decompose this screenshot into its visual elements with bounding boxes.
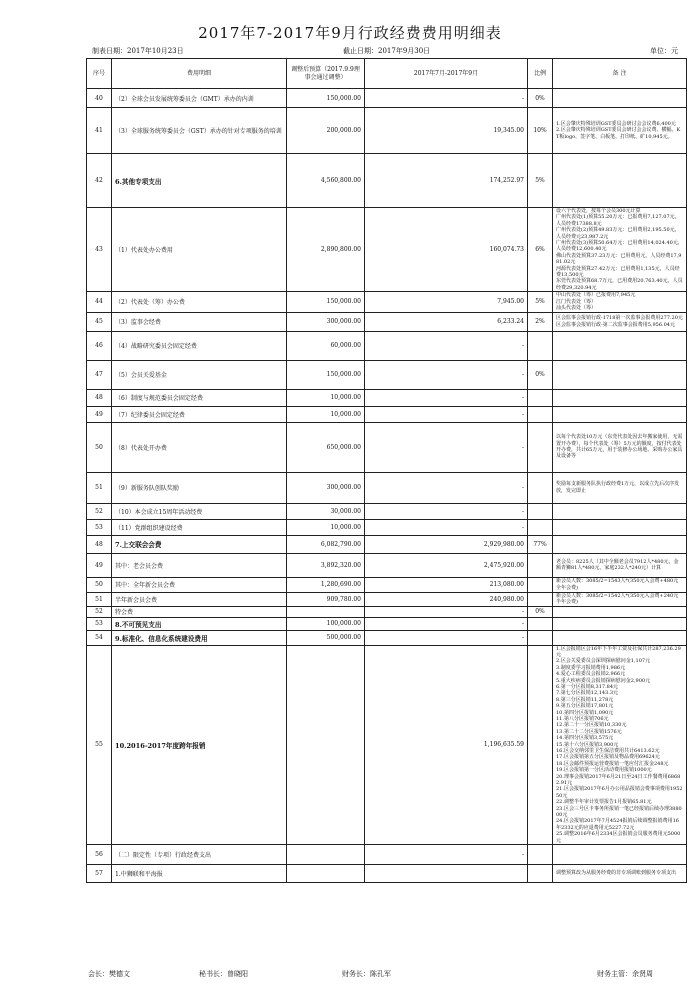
row-note	[553, 592, 687, 606]
row-actual: -	[365, 606, 528, 617]
row-seq: 53	[87, 617, 112, 630]
footer-finance-officer: 财务主管：余贤周	[597, 970, 653, 978]
row-actual: -	[365, 389, 528, 406]
note-line: 3.制度委学习报销费用1,986元	[556, 664, 626, 671]
row-ratio	[528, 331, 553, 360]
row-note	[553, 108, 687, 154]
note-line: 11.第八分区报销706元	[556, 715, 609, 722]
row-item: （11）党群组织建设经费	[112, 519, 287, 535]
note-line: 区会监事会报销行政-1718第一次监事会报费用277.20元	[556, 315, 683, 322]
row-actual: -	[365, 617, 528, 630]
header-item: 费用明细	[112, 59, 287, 89]
row-ratio	[528, 645, 553, 845]
note-line: 1.区会肇庆特殊培训GST委员会研讨会会议费6,400元	[556, 120, 676, 127]
footer-secretary: 秘书长：曾晓阳	[199, 970, 248, 978]
row-item: （3）全球服务统筹委员会（GST）承办的针对专项服务的培训	[112, 108, 287, 154]
row-item: （5）会员关爱基金	[112, 360, 287, 389]
row-actual: 6,233.24	[365, 312, 528, 331]
row-seq: 47	[87, 360, 112, 389]
row-item: 10.2016-2017年度跨年报销	[112, 645, 287, 845]
row-actual: -	[365, 422, 528, 472]
row-item: （6）制度与规范委员会固定经费	[112, 389, 287, 406]
header-budget: 调整后预算（2017.9.9理事会通过调整）	[287, 59, 365, 89]
row-seq: 43	[87, 208, 112, 292]
row-ratio	[528, 630, 553, 645]
row-budget: 30,000.00	[287, 503, 365, 519]
note-line: 23.区会三号区卡事务所报销一笔已经报销后续办理388000元	[556, 805, 682, 819]
row-ratio	[528, 845, 553, 865]
row-ratio	[528, 422, 553, 472]
row-ratio: 0%	[528, 606, 553, 617]
unit-label: 单位：元	[650, 47, 678, 55]
row-actual: -	[365, 845, 528, 865]
header-actual: 2017年7月-2017年9月	[365, 59, 528, 89]
row-item: （9）新服务队创队奖励	[112, 472, 287, 503]
row-ratio: 6%	[528, 208, 553, 292]
row-ratio	[528, 617, 553, 630]
row-seq: 55	[87, 645, 112, 845]
row-actual: 1,196,635.59	[365, 645, 528, 845]
row-note	[553, 503, 687, 519]
row-ratio	[528, 503, 553, 519]
row-actual: -	[365, 503, 528, 519]
table-row	[87, 535, 687, 553]
row-item: （二）限定性（专项）行政经费支出	[112, 845, 287, 865]
row-seq: 45	[87, 312, 112, 331]
row-actual: 7,945.00	[365, 292, 528, 312]
row-seq: 48	[87, 535, 112, 553]
note-line: 19.区会报销第一分区活动费用报销1000元	[556, 767, 652, 774]
row-actual: 2,475,920.00	[365, 553, 528, 577]
row-budget: 10,000.00	[287, 406, 365, 422]
row-note	[553, 292, 687, 312]
note-line: 6.第一分区报销8,317.84元	[556, 683, 619, 690]
row-actual: -	[365, 331, 528, 360]
row-note	[553, 331, 687, 360]
expense-table	[86, 58, 687, 883]
table-row	[87, 865, 687, 883]
note-line: 7.第七分区报销12,143.3元	[556, 690, 619, 697]
row-ratio	[528, 519, 553, 535]
table-row	[87, 89, 687, 108]
note-line: 河源代表处预算27.42万元：已用费用1,135元，人员经费13,500元	[556, 265, 680, 279]
row-budget: 1,280,690.00	[287, 577, 365, 592]
row-item: （4）战略研究委员会固定经费	[112, 331, 287, 360]
row-budget: 650,000.00	[287, 422, 365, 472]
table-row	[87, 645, 687, 845]
row-seq: 44	[87, 292, 112, 312]
table-row	[87, 154, 687, 208]
row-ratio	[528, 865, 553, 883]
note-line: 广州代表处(1)预算55.20万元：已报费用7,127.07元，人员经费17388.8元	[556, 214, 680, 227]
note-line: 24.区会报销2017年7月4524报销后续调整报销费用16年2332元的应退费用元5227.72元	[556, 818, 679, 831]
note-line: 25.调整2016年6月2334区会报销会员服务费用元5000元	[556, 831, 681, 844]
row-note	[553, 606, 687, 617]
row-ratio	[528, 592, 553, 606]
row-ratio: 5%	[528, 292, 553, 312]
row-actual: 2,929,980.00	[365, 535, 528, 553]
row-note	[553, 154, 687, 208]
row-actual: 160,074.73	[365, 208, 528, 292]
row-note	[553, 845, 687, 865]
row-budget: 10,000.00	[287, 389, 365, 406]
row-note	[553, 535, 687, 553]
table-row	[87, 108, 687, 154]
row-ratio	[528, 406, 553, 422]
table-row	[87, 503, 687, 519]
row-item: 9.标准化、信息化系统建设费用	[112, 630, 287, 645]
note-line: 广州代表处(3)预算50.64万元：已用费用14,024.40元，人员经费12,600.40元	[556, 240, 683, 253]
row-note	[553, 208, 687, 292]
table-row	[87, 606, 687, 617]
row-ratio	[528, 472, 553, 503]
row-seq: 46	[87, 331, 112, 360]
note-line: 江门代表处（筹）	[556, 298, 597, 305]
table-row	[87, 312, 687, 331]
note-line: 10.第四分区报销1,090元	[556, 709, 614, 716]
row-budget: 10,000.00	[287, 519, 365, 535]
row-budget	[287, 645, 365, 845]
table-row	[87, 845, 687, 865]
note-line: 奖励每支新服务队执行政经费1万元，以成立先后次序发放，发完即止	[556, 481, 680, 494]
row-seq: 53	[87, 519, 112, 535]
table-row	[87, 592, 687, 606]
note-line: 5.重大疾病委员会报销探病慰问金2,900元	[556, 677, 651, 684]
row-note	[553, 389, 687, 406]
row-note	[553, 577, 687, 592]
header-row	[87, 59, 687, 89]
row-actual: -	[365, 472, 528, 503]
row-item: （1）代表处办公费用	[112, 208, 287, 292]
note-line: 17.区会报销第五分区报销及物品费用69624元	[556, 754, 660, 761]
row-item: 1.中狮联和平海报	[112, 865, 287, 883]
row-seq: 50	[87, 422, 112, 472]
row-item: 8.不可预见支出	[112, 617, 287, 630]
row-item: 6.其他专项支出	[112, 154, 287, 208]
note-line: 调整预算改为从服务经费的非专项调账到服务专项支出	[556, 870, 677, 877]
row-seq: 49	[87, 406, 112, 422]
table-row	[87, 472, 687, 503]
row-item: 半年新会员会费	[112, 592, 287, 606]
row-ratio	[528, 577, 553, 592]
table-row	[87, 208, 687, 292]
table-row	[87, 331, 687, 360]
note-line: 中山代表处（筹）已报费用7,945元	[556, 292, 636, 299]
row-note	[553, 422, 687, 472]
row-budget: 3,892,320.00	[287, 553, 365, 577]
note-line: 1.区会报销区会16年下半年工资及社保共计287,236.29元	[556, 645, 681, 658]
row-seq: 42	[87, 154, 112, 208]
row-note	[553, 472, 687, 503]
table-row	[87, 292, 687, 312]
note-line: 汕头代表处（筹）	[556, 305, 597, 312]
row-note	[553, 360, 687, 389]
note-line: 2.区会关爱委员会深圳探病慰问金1,107元	[556, 658, 651, 665]
row-ratio: 2%	[528, 312, 553, 331]
row-ratio: 77%	[528, 535, 553, 553]
note-line: 15.第十六分区报销3,900元	[556, 741, 619, 748]
row-budget: 200,000.00	[287, 108, 365, 154]
row-seq: 51	[87, 472, 112, 503]
row-actual	[365, 865, 528, 883]
row-ratio	[528, 389, 553, 406]
row-note	[553, 617, 687, 630]
note-line: 21.区会报销2017年6月办公用品报销会费事项费用195250元	[556, 786, 683, 799]
table-row	[87, 406, 687, 422]
note-line: 13.第二十二分区报销1576元	[556, 728, 622, 735]
note-line: 广州代表处(2)预算49.83万元：已用费用2,195.50元，人员经费元23,987.2元	[556, 227, 680, 240]
row-item: （8）代表处开办费	[112, 422, 287, 472]
row-note	[553, 519, 687, 535]
row-note	[553, 645, 687, 845]
row-ratio: 10%	[528, 108, 553, 154]
row-budget: 6,082,790.00	[287, 535, 365, 553]
note-line: 14.第四分区报销3,575元	[556, 735, 614, 742]
row-item: （2）全球会员发展统筹委员会（GMT）承办的内训	[112, 89, 287, 108]
table-row	[87, 360, 687, 389]
note-line: 新会员人数：3085/2=1542人*(350元入会费+240元半年会费)	[556, 592, 679, 605]
row-budget: 2,890,800.00	[287, 208, 365, 292]
row-budget: 60,000.00	[287, 331, 365, 360]
row-seq: 56	[87, 845, 112, 865]
row-seq: 50	[87, 577, 112, 592]
note-line: 4.爱心工程委员会报销2,966元	[556, 671, 626, 678]
note-line: 12.第二十一分区报销10,330元	[556, 722, 627, 729]
row-item: 7.上交联会会费	[112, 535, 287, 553]
note-line: 22.调整半年审计发票报告1月报销65.81元	[556, 799, 652, 806]
row-ratio: 0%	[528, 89, 553, 108]
row-actual: -	[365, 360, 528, 389]
row-ratio: 5%	[528, 154, 553, 208]
row-item: （7）纪律委员会固定经费	[112, 406, 287, 422]
row-actual: -	[365, 406, 528, 422]
table-row	[87, 422, 687, 472]
footer-finance-head: 财务长：陈孔军	[342, 970, 391, 978]
row-note	[553, 312, 687, 331]
row-budget: 4,560,800.00	[287, 154, 365, 208]
row-actual: -	[365, 630, 528, 645]
page-title: 2017年7-2017年9月行政经费费用明细表	[198, 24, 502, 42]
row-seq: 48	[87, 389, 112, 406]
row-budget: 300,000.00	[287, 312, 365, 331]
note-line: 9.第五分区报销17,801元	[556, 703, 614, 710]
note-line: 新会员人数：3085/2=1543人*(350元入会费+480元全年会费)	[556, 578, 679, 591]
header-note: 备 注	[553, 59, 687, 89]
row-budget: 909,780.00	[287, 592, 365, 606]
row-budget: 150,000.00	[287, 292, 365, 312]
row-actual: 240,980.00	[365, 592, 528, 606]
note-line: 20.理事会报销2017年6月21日至24日工作餐费用68682.91元	[556, 773, 681, 787]
row-budget: 500,000.00	[287, 630, 365, 645]
row-actual: 19,345.00	[365, 108, 528, 154]
row-budget	[287, 845, 365, 865]
row-note	[553, 553, 687, 577]
row-actual: 213,080.00	[365, 577, 528, 592]
row-note	[553, 865, 687, 883]
row-budget: 100,000.00	[287, 617, 365, 630]
table-row	[87, 553, 687, 577]
note-line: 18.区会邮件预报运营费报销一笔应付汇报金248元	[556, 760, 669, 767]
table-row	[87, 577, 687, 592]
row-seq: 54	[87, 630, 112, 645]
row-budget: 300,000.00	[287, 472, 365, 503]
table-row	[87, 389, 687, 406]
row-budget: 150,000.00	[287, 360, 365, 389]
note-line: 东莞代表处预算68.7万元，已用费用20,763.40元，人员经费29,320.94元	[556, 278, 683, 291]
table-row	[87, 617, 687, 630]
header-ratio: 比例	[528, 59, 553, 89]
row-note	[553, 406, 687, 422]
row-budget	[287, 865, 365, 883]
row-item: 特会费	[112, 606, 287, 617]
note-line: 16.区会交纳邻里卫生保洁费用共计6413.62元	[556, 748, 660, 754]
row-note	[553, 630, 687, 645]
note-line: 老会员：8225人（其中全额老会员7912人*480元，金额青狮81人*480元，家庭232人*240元）计算	[556, 558, 679, 571]
row-item: 其中：老会员会费	[112, 553, 287, 577]
made-date: 制表日期：2017年10月23日	[92, 47, 184, 55]
note-line: 以每个代表处10万元（东莞代表处因去年搬家使用，无需置开办费），每个代表处（筹）5万元的额度，按付代表处开办费，共计65万元，用于装修办公场地、采购办公家具及设备等	[556, 434, 683, 460]
note-line: 佛山代表处预算37.23万元：已用费用元，人员经费17,981.02元	[556, 252, 682, 266]
row-seq: 52	[87, 606, 112, 617]
row-actual: 174,252.97	[365, 154, 528, 208]
table-row	[87, 519, 687, 535]
row-note	[553, 89, 687, 108]
row-seq: 52	[87, 503, 112, 519]
row-item: （2）代表处（筹）办公费	[112, 292, 287, 312]
note-line: 区会监事会报销行政-第二次监事会报费用5,956.04元	[556, 321, 675, 328]
row-budget: 150,000.00	[287, 89, 365, 108]
row-actual: -	[365, 519, 528, 535]
cutoff-date: 截止日期：2017年9月30日	[343, 47, 431, 55]
row-ratio: 0%	[528, 360, 553, 389]
row-ratio	[528, 553, 553, 577]
table-row	[87, 630, 687, 645]
row-seq: 41	[87, 108, 112, 154]
note-line: 8.第三分区报销11,278元	[556, 696, 614, 703]
row-seq: 51	[87, 592, 112, 606]
note-line: 2.区会肇庆特殊培训GST委员会研讨会会议费、横幅、KT板logo、签字笔、白板笔、打印纸、矿10,945元。	[556, 127, 681, 140]
row-item: （10）本会成立15周年活动经费	[112, 503, 287, 519]
row-seq: 57	[87, 865, 112, 883]
note-line: 设六个代表处，按每个会员300元计算	[556, 208, 641, 214]
row-seq: 40	[87, 89, 112, 108]
row-item: 其中：全年新会员会费	[112, 577, 287, 592]
row-actual: -	[365, 89, 528, 108]
footer-president: 会长：樊德文	[88, 970, 130, 978]
row-item: （3）监事会经费	[112, 312, 287, 331]
header-seq: 序号	[87, 59, 112, 89]
row-budget	[287, 606, 365, 617]
row-seq: 49	[87, 553, 112, 577]
